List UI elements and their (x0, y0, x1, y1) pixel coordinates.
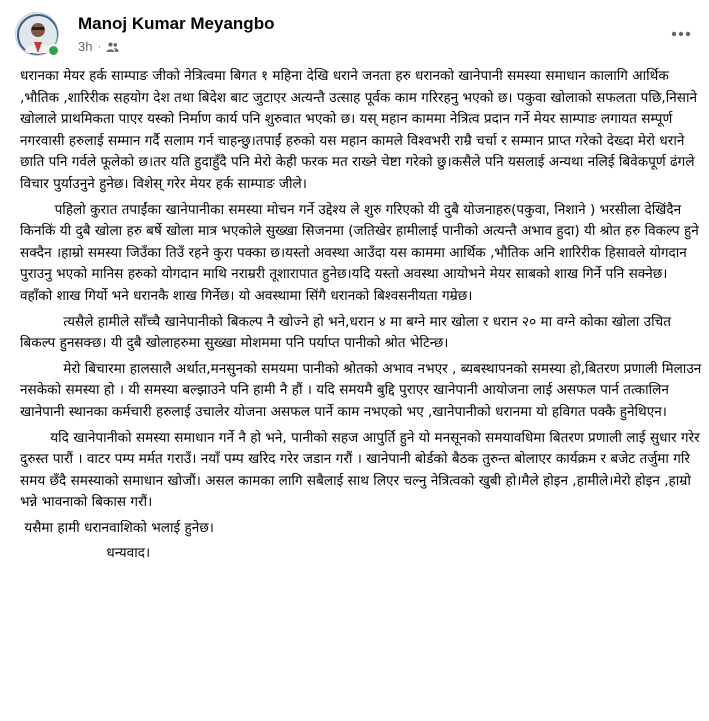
post-time[interactable]: 3h (78, 39, 93, 54)
friends-icon[interactable] (106, 41, 119, 53)
post-paragraph: धरानका मेयर हर्क साम्पाङ जीको नेत्रित्वमा बिगत १ महिना देखि धराने जनता हरु धरानको खानेपानी समस्या समाधान कालागि आर्थिक ,भौतिक ,शारिरीक सहयोग देश तथा बिदेश बाट जुटाएर अत्यन्तै उत्साह पूर्वक काम गरिरहनु भएको छ। पकुवा खोलाको सफलता पछि,निसाने खोलाले प्राथमिकता पाएर यस्को निर्माण कार्य पनि शुरुवात भएको छ। यस् महान काममा नेत्रित्व प्रदान गर्ने मेयर साम्पाङ लगायत सम्पूर्ण नगरवासी हरुलाई सम्मान गर्दै सलाम गर्न चाहन्छु।तपाईं हरुको यस महान कामले विश्वभरी राम्रै चर्चा र सम्मान प्राप्त गरेको देख्दा मेरो धराने छाति पनि गर्वले फूलेको छ।तर यति हुदाहुँदै पनि मेरो केही फरक मत राख्ने चेष्टा गरेको छु।कसैले पनि यसलाई अन्यथा नलिई बिवेकपूर्ण ढंगले विचार पुर्याउनुने हुनेछ। विशेस् गरेर मेयर हर्क साम्पाङ जीले। (20, 68, 702, 192)
more-options-button[interactable] (663, 16, 699, 52)
more-horizontal-icon (671, 31, 691, 37)
post-paragraph: यदि खानेपानीको समस्या समाधान गर्ने नै हो भने, पानीको सहज आपुर्ति हुने यो मनसूनको समयावधिमा बितरण प्रणाली लाई सुधार गरेर दुरुस्त पारौं । वाटर पम्प मर्मत गराउँ। नयाँ पम्प खरिद गरेर जडान गरौं । खानेपानी बोर्डको बैठक तुरुन्त बोलाएर कार्यक्रम र बजेट तर्जुमा गरि समय छँदै समस्याको समाधान खोजौं। असल कामका लागि सबैलाई साथ लिएर चल्नु नेत्रित्वको खुबी हो।मैले होइन ,हामीले।मेरो होइन ,हाम्रो भन्ने भावनाको बिकास गरौं। (20, 429, 704, 511)
avatar[interactable] (15, 12, 59, 56)
post-paragraph: त्यसैले हामीले साँच्चै खानेपानीको बिकल्प नै खोज्ने हो भने,धरान ४ मा बग्ने मार खोला र धरान २० मा वग्ने कोका खोला उचित बिकल्प हुनसक्छ। यी दुबै खोलाहरुमा सुख्खा मोशममा पनि पर्याप्त पानीको श्रोत भेटिन्छ। (20, 313, 676, 352)
post-paragraph: पहिलो कुरात तपाईंका खानेपानीका समस्या मोचन गर्ने उद्देश्य ले शुरु गरिएको यी दुबै योजनाहरु(पकुवा, निशाने ) भरसीला देखिंदैन किनकिं यी दुबै खोला हरु बर्षे खोला मात्र भएकोले सुख्खा सिजनमा (जतिखेर हामीलाई पानीको अत्यन्तै अभाव हुदा) यी श्रोत हरु विकल्प हुने सक्दैन ।हाम्रो समस्या जिउँका तिउँ रहने कुरा पक्का छ।यस्तो अवस्था आउँदा यस काममा आर्थिक ,भौतिक अनि शारिरीक हिसावले योगदान पुराउनु भएको मानिस हरुको योगदान माथि नराम्ररी तूशारापात हुनेछ।यदि यस्तो अवस्था आयोभने मेयर साबको शाख गिर्ने पनि सक्नेछ। वहाँको शाख गिर्यो भने धरानकै शाख गिर्नेछ। यो अवस्थामा सिंगै धरानको बिश्वसनीयता गम्रेछ। (20, 201, 704, 304)
post-meta (78, 39, 119, 54)
post-paragraph: मेरो बिचारमा हालसालै अर्थात,मनसुनको समयमा पानीको श्रोतको अभाव नभएर , ब्यबस्थापनको समस्या हो,बितरण प्रणाली मिलाउन नसकेको समस्या हो । यी समस्या बल्झाउने पनि हामी नै हौं । यदि समयमै बुद्दि पुराएर खानेपानी आयोजना लाई असफल पार्न तत्कालिन खानेपानी स्थानका कर्मचारी हरुलाई उचालेर योजना असफल पार्ने काम नभएको भए ,खानेपानीको धरानमा यो हविगत पक्कै हुनेथिएन। (20, 360, 706, 420)
post-header (0, 0, 709, 64)
post-paragraph: यसैमा हामी धरानवाशिको भलाई हुनेछ। (20, 519, 214, 536)
post-text (20, 66, 706, 565)
post-paragraph: धन्यवाद। (20, 545, 151, 562)
online-status-dot (47, 44, 60, 57)
author-name[interactable]: Manoj Kumar Meyangbo (78, 14, 275, 33)
meta-separator: · (97, 40, 102, 53)
